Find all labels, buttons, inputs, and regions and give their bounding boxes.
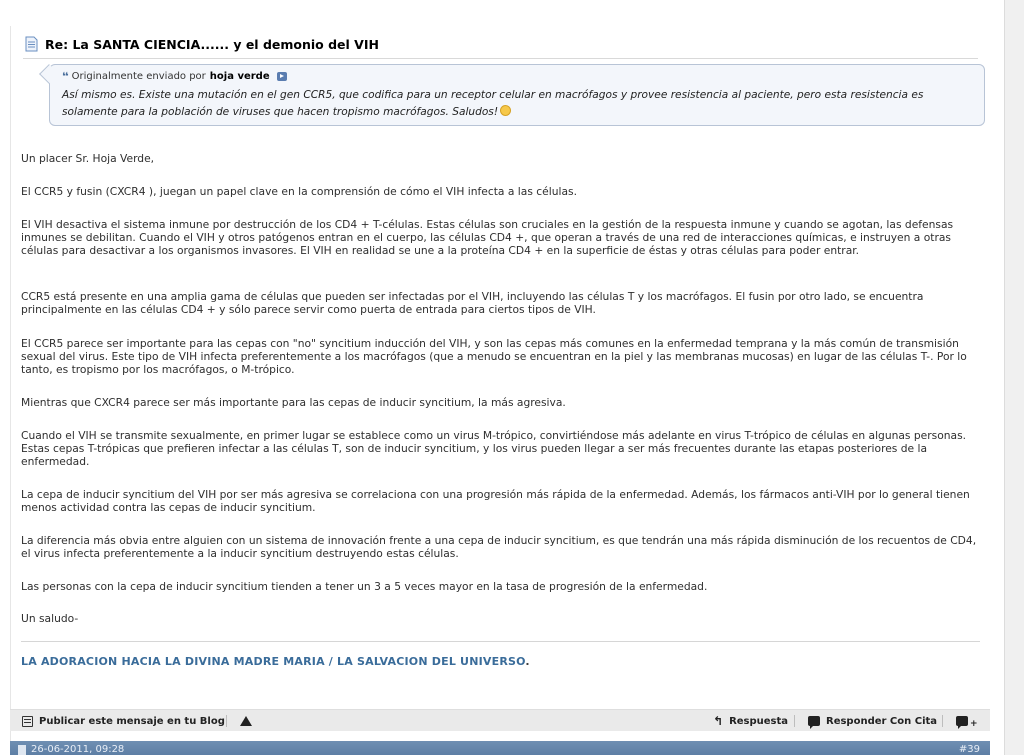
view-post-icon[interactable] (277, 72, 287, 81)
forum-post (10, 26, 990, 746)
paragraph: El CCR5 parece ser importante para las cepas con "no" syncitium inducción del VIH, y son las cepas más comunes en la enfermedad temprana y la más común de transmisión sexual del virus. Este tipo de VIH infecta preferentemente a los macrófagos (que a menudo se encuentran en la piel y las membranas mucosas) en lugar de las células T-. Por lo tanto, es tropismo por los macrófagos, o M-trópico. (21, 337, 967, 377)
warning-icon (240, 716, 252, 726)
signature (21, 655, 530, 668)
paragraph: El CCR5 y fusin (CXCR4 ), juegan un papel clave en la comprensión de cómo el VIH infecta a las células. (21, 185, 577, 198)
separator (794, 715, 795, 727)
blog-post-label: Publicar este mensaje en tu Blog (39, 715, 225, 727)
next-post-number[interactable]: #39 (958, 744, 980, 755)
next-post-date (18, 744, 124, 755)
speech-bubble-icon (808, 716, 820, 726)
multiquote-plus: + (970, 719, 978, 729)
paragraph: Cuando el VIH se transmite sexualmente, en primer lugar se establece como un virus M-trópico, convirtiéndose más adelante en virus T-trópico de células en algunas personas. Estas cepas T-trópicas que prefieren infectar a las células T, son de inducir syncitium, y los virus pueden llegar a ser más frecuentes durante las etapas posteriores de la enfermedad. (21, 429, 967, 469)
quote-reply-button[interactable] (808, 710, 937, 732)
post-action-bar (10, 709, 990, 731)
quote-prefix: Originalmente enviado por (71, 71, 206, 82)
quote-mark-icon: ❛❛ (62, 70, 68, 83)
paragraph: CCR5 está presente en una amplia gama de células que pueden ser infectadas por el VIH, incluyendo las células T y los macrófagos. El fusin por otro lado, se encuentra principalmente en las células CD4 + y sólo parece servir como puerta de entrada para ciertos tipos de VIH. (21, 290, 924, 317)
signature-link[interactable]: LA ADORACION HACIA LA DIVINA MADRE MARIA / LA SALVACION DEL UNIVERSO (21, 655, 526, 668)
paragraph: Un saludo- (21, 612, 79, 625)
paragraph: El VIH desactiva el sistema inmune por destrucción de los CD4 + T-células. Estas células son cruciales en la gestión de la respuesta inmune y cuando se agotan, las defensas inmunes se debilitan. Cuando el VIH y otros patógenos entran en el cuerpo, las células CD4 +, que operan a través de una red de interacciones químicas, e instruyen a otras células para desactivar a los organismos invasores. El VIH en realidad se une a la proteína CD4 + en la superficie de éstas y otras células para poder entrar. (21, 218, 954, 258)
quote-reply-label: Responder Con Cita (826, 715, 938, 727)
quote-text: Así mismo es. Existe una mutación en el gen CCR5, que codifica para un receptor celular en macrófagos y provee resistencia al paciente, pero esta resistencia es solamente para la población de viruses que hacen tropismo macrófagos. Saludos! (62, 89, 924, 118)
quote-box (49, 64, 985, 126)
title-divider (23, 58, 978, 59)
document-icon (18, 745, 26, 755)
quote-author: hoja verde (209, 71, 270, 82)
quote-header (62, 70, 287, 83)
quote-notch (39, 64, 59, 84)
document-icon (25, 36, 38, 52)
reply-arrow-icon: ↰ (713, 714, 724, 728)
paragraph: Un placer Sr. Hoja Verde, (21, 152, 155, 165)
post-title (25, 36, 379, 52)
multiquote-button[interactable] (956, 710, 978, 732)
next-post-header (10, 741, 990, 755)
separator (226, 715, 227, 727)
paragraph: La cepa de inducir syncitium del VIH por ser más agresiva se correlaciona con una progresión más rápida de la enfermedad. Además, los fármacos anti-VIH por lo general tienen menos actividad contra las cepas de inducir syncitium. (21, 488, 970, 515)
reply-button[interactable] (713, 710, 788, 732)
smile-icon (500, 105, 511, 116)
paragraph: Mientras que CXCR4 parece ser más importante para las cepas de inducir syncitium, la más agresiva. (21, 396, 566, 409)
paragraph: Las personas con la cepa de inducir syncitium tienden a tener un 3 a 5 veces mayor en la tasa de progresión de la enfermedad. (21, 580, 708, 593)
multiquote-icon (956, 716, 968, 726)
next-post-date-text: 26-06-2011, 09:28 (31, 744, 125, 755)
post-title-text: Re: La SANTA CIENCIA...... y el demonio del VIH (45, 36, 379, 52)
scrollbar[interactable] (1004, 0, 1024, 755)
reply-label: Respuesta (729, 715, 789, 727)
quote-body (62, 87, 972, 121)
report-button[interactable] (240, 710, 252, 732)
signature-dot: . (525, 655, 530, 668)
blog-post-button[interactable] (22, 710, 225, 732)
paragraph: La diferencia más obvia entre alguien con un sistema de innovación frente a una cepa de inducir syncitium, es que tendrán una más rápida disminución de los recuentos de CD4, el virus infecta preferentemente a la inducir syncitium destruyendo estas células. (21, 534, 977, 561)
signature-divider (21, 641, 980, 642)
blog-icon (22, 716, 33, 727)
separator (942, 715, 943, 727)
